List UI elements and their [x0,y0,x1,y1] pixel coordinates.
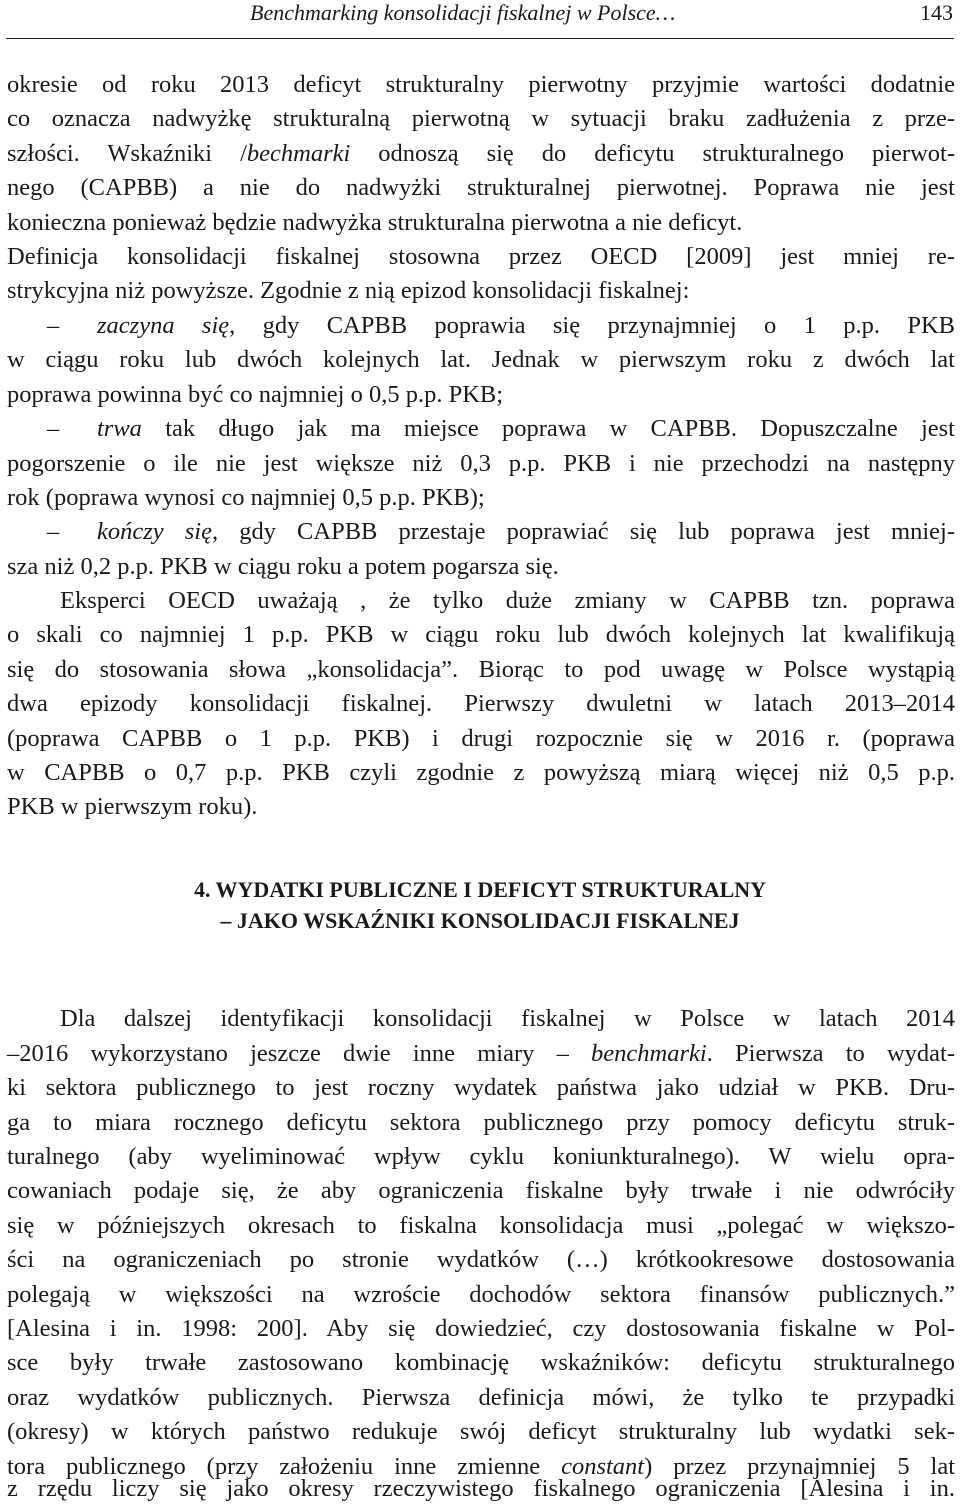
text-line: co oznacza nadwyżkę strukturalną pierwotną w sytuacji braku zadłużenia z prze- [7,105,955,132]
italic-term: bechmarki [246,140,351,167]
text-line: ga to miara rocznego deficytu sektora publicznego przy pomocy deficytu struk- [7,1109,955,1136]
text-line: Definicja konsolidacji fiskalnej stosowna przez OECD [2009] jest mniej re- [7,243,955,270]
text-line: (okresy) w których państwo redukuje swój deficyt strukturalny lub wydatki sek- [7,1418,955,1445]
text-span: ) przez przynajmniej 5 lat [644,1453,956,1480]
list-item [7,412,955,446]
page-number: 143 [920,0,953,25]
text-line: strykcyjna niż powyższe. Zgodnie z nią epizod konsolidacji fiskalnej: [7,277,690,304]
text-line: z rzędu liczy się jako okresy rzeczywistego fiskalnego ograniczenia [Alesina i in. [7,1475,955,1502]
text-span: . Pierwsza to wydat- [706,1040,955,1067]
italic-term: zaczyna się [97,312,230,339]
text-line: sce były trwałe zastosowano kombinację wskaźników: deficytu strukturalnego [7,1349,955,1376]
list-dash: – [47,518,60,545]
text-span: odnoszą się do deficytu strukturalnego pierwot- [350,140,955,167]
italic-term: benchmarki [591,1040,707,1067]
text-line: ki sektora publicznego to jest roczny wydatek państwa jako udział w PKB. Dru- [7,1074,955,1101]
italic-term: kończy się [97,518,212,545]
text-line [7,1037,955,1071]
header-rule [6,38,954,39]
text-line: się do stosowania słowa „konsolidacja”. Biorąc to pod uwagę w Polsce wystąpią [7,656,955,683]
list-item [7,515,955,549]
text-line: sza niż 0,2 p.p. PKB w ciągu roku a potem pogarsza się. [7,553,559,580]
list-dash: – [47,415,60,442]
list-item-text [97,309,955,343]
running-title: Benchmarking konsolidacji fiskalnej w Polsce… [250,0,676,25]
text-line: w CAPBB o 0,7 p.p. PKB czyli zgodnie z powyższą miarą więcej niż 0,5 p.p. [7,759,955,786]
text-line: polegają w większości na wzroście dochodów sektora finansów publicznych.” [7,1281,955,1308]
list-dash: – [47,312,60,339]
text-line [7,137,955,171]
text-line: dwa epizody konsolidacji fiskalnej. Pierwszy dwuletni w latach 2013–2014 [7,690,955,717]
text-span: –2016 wykorzystano jeszcze dwie inne miary – [7,1040,592,1067]
text-line: o skali co najmniej 1 p.p. PKB w ciągu roku lub dwóch kolejnych lat kwalifikują [7,621,955,648]
text-span: , gdy CAPBB przestaje poprawiać się lub poprawa jest mniej- [211,518,956,545]
text-span: tak długo jak ma miejsce poprawa w CAPBB. Dopuszczalne jest [141,415,955,442]
text-line: poprawa powinna być co najmniej o 0,5 p.p. PKB; [7,381,504,408]
section-heading-line-2: – JAKO WSKAŹNIKI KONSOLIDACJI FISKALNEJ [220,908,740,933]
text-line: turalnego (aby wyeliminować wpływ cyklu koniunkturalnego). W wielu opra- [7,1143,955,1170]
list-item [7,309,955,343]
text-line: Eksperci OECD uważają , że tylko duże zmiany w CAPBB tzn. poprawa [60,587,955,614]
text-line: w ciągu roku lub dwóch kolejnych lat. Jednak w pierwszym roku z dwóch lat [7,346,955,373]
text-line: się w późniejszych okresach to fiskalna konsolidacja musi „polegać w większo- [7,1212,955,1239]
text-line: oraz wydatków publicznych. Pierwsza definicja mówi, że tylko te przypadki [7,1384,955,1411]
text-line: ści na ograniczeniach po stronie wydatków (…) krótkookresowe dostosowania [7,1246,955,1273]
italic-term: constant [561,1453,645,1480]
text-span: szłości. Wskaźniki / [7,140,247,167]
text-line: PKB w pierwszym roku). [7,793,258,820]
text-span: , gdy CAPBB poprawia się przynajmniej o 1 p.p. PKB [229,312,955,339]
text-line: konieczna ponieważ będzie nadwyżka strukturalna pierwotna a nie deficyt. [7,209,743,236]
text-line: [Alesina i in. 1998: 200]. Aby się dowiedzieć, czy dostosowania fiskalne w Pol- [7,1315,955,1342]
list-item-text [97,515,955,549]
text-line: okresie od roku 2013 deficyt strukturalny pierwotny przyjmie wartości dodatnie [7,71,955,98]
text-line: cowaniach podaje się, że aby ograniczenia fiskalne były trwałe i nie odwróciły [7,1177,955,1204]
italic-term: trwa [97,415,142,442]
running-header [0,0,960,30]
section-heading-line-1: 4. WYDATKI PUBLICZNE I DEFICYT STRUKTURALNY [193,877,767,902]
text-line: Dla dalszej identyfikacji konsolidacji fiskalnej w Polsce w latach 2014 [60,1005,955,1032]
text-line: pogorszenie o ile nie jest większe niż 0,3 p.p. PKB i nie przechodzi na następny [7,450,955,477]
list-item-text [97,412,955,446]
text-line: nego (CAPBB) a nie do nadwyżki strukturalnej pierwotnej. Poprawa nie jest [7,174,955,201]
text-line: (poprawa CAPBB o 1 p.p. PKB) i drugi rozpocznie się w 2016 r. (poprawa [7,725,955,752]
text-span: tora publicznego (przy założeniu inne zmienne [7,1453,562,1480]
text-line: rok (poprawa wynosi co najmniej 0,5 p.p. PKB); [7,484,485,511]
